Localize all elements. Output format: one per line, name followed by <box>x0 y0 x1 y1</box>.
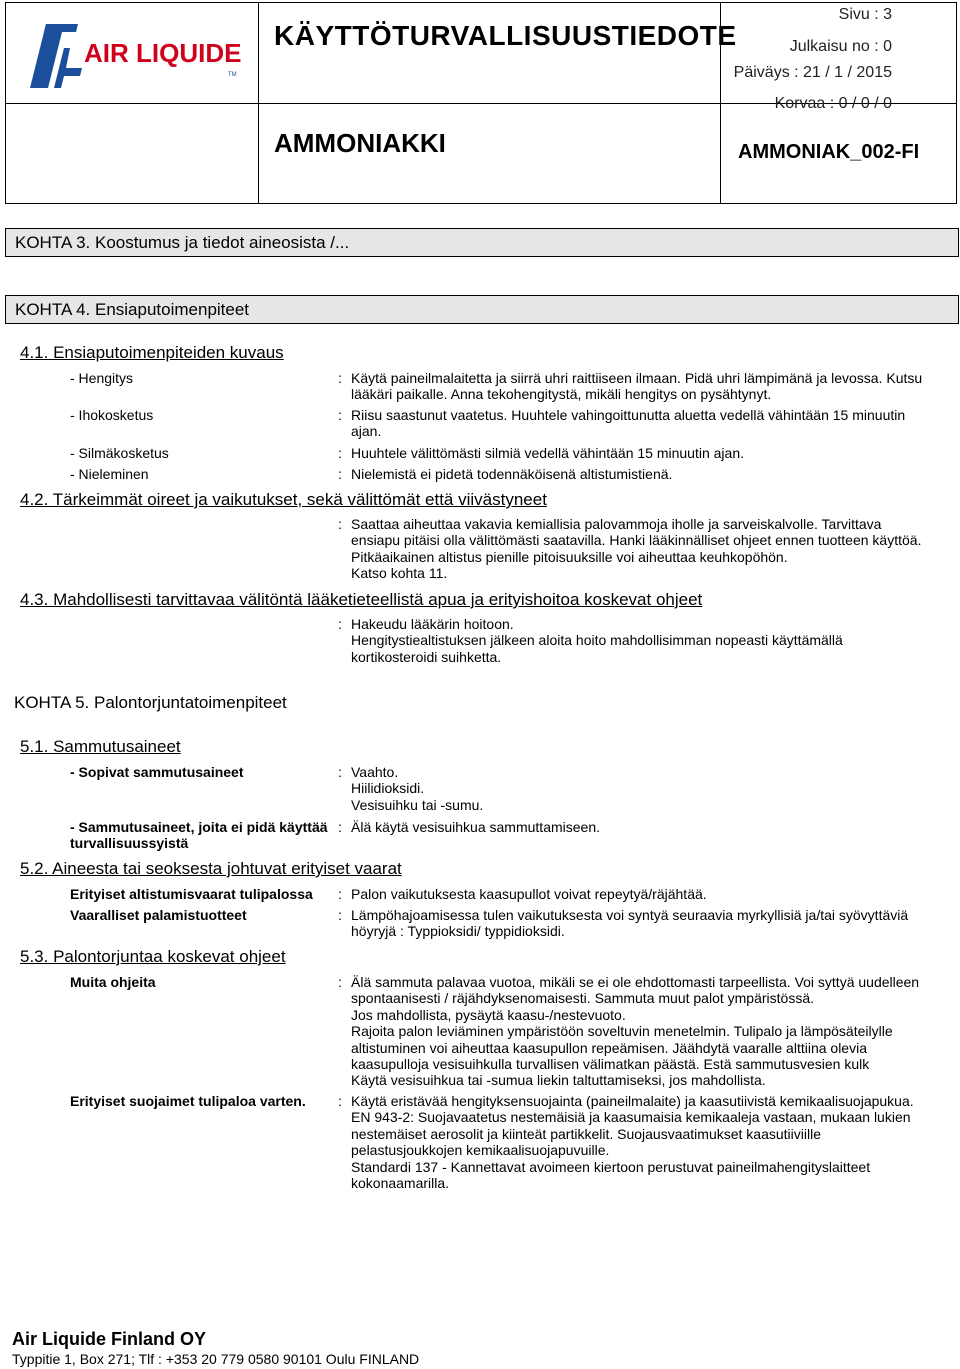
product-name: AMMONIAKKI <box>274 128 446 158</box>
section-4-title: KOHTA 4. Ensiaputoimenpiteet <box>15 300 250 319</box>
text-silmakosketus: Huuhtele välittömästi silmiä vedellä vähintään 15 minuutin ajan. <box>351 445 744 461</box>
subsection-5-1-title: 5.1. Sammutusaineet <box>20 737 181 756</box>
text-sopivat-sammutusaineet: Vaahto. Hiilidioksidi. Vesisuihku tai -sumu. <box>351 764 484 813</box>
section-5-title: KOHTA 5. Palontorjuntatoimenpiteet <box>14 693 287 712</box>
section-4-bar <box>5 295 959 324</box>
label-nieleminen: - Nieleminen <box>70 466 149 482</box>
svg-text:TM: TM <box>228 72 237 78</box>
section-3-bar <box>5 228 959 257</box>
subsection-4-3-title: 4.3. Mahdollisesti tarvittavaa välitöntä lääketieteellistä apua ja erityishoitoa koskevat ohjeet <box>20 590 703 609</box>
label-suojaimet: Erityiset suojaimet tulipaloa varten. <box>70 1093 306 1109</box>
label-kielletyt-sammutusaineet: - Sammutusaineet, joita ei pidä käyttää turvallisuussyistä <box>70 819 328 852</box>
label-sopivat-sammutusaineet: - Sopivat sammutusaineet <box>70 764 244 780</box>
document-code: AMMONIAK_002-FI <box>738 141 920 163</box>
subsection-4-2-title: 4.2. Tärkeimmät oireet ja vaikutukset, sekä välittömät että viivästyneet <box>20 490 547 509</box>
text-muita-ohjeita: Älä sammuta palavaa vuotoa, mikäli se ei ole ehdottomasti tarpeellista. Voi syttyä uudelleen spontaanisesti / räjähdyksenomaisesti. Sammuta muut palot ympäristössä. Jos mahdollista, pysäytä kaasu-/nestevuoto. Rajoita palon leviäminen ympäristöön soveltuvin menetelmin. Tulipalo ja lämpösäteilylle altistuminen voi aiheuttaa kaasupullon repeämisen. Jäähdytä vaaralle alttiina olevia kaasupulloja vesisuihkulla turvallisen välimatkan päästä. Estä sammutusvesien kulk Käytä vesisuihkua tai -sumua liekin taltuttamiseksi, jos mahdollista. <box>351 974 920 1089</box>
issue-date: Päiväys : 21 / 1 / 2015 <box>733 64 892 81</box>
text-palamistuotteet: Lämpöhajoamisessa tulen vaikutuksesta voi syntyä seuraavia myrkyllisiä ja/tai syövyttäviä höyryjä : Typpioksidi/ typpidioksidi. <box>351 907 909 940</box>
label-muita-ohjeita: Muita ohjeita <box>70 974 156 990</box>
air-liquide-logo <box>24 18 244 90</box>
label-palamistuotteet: Vaaralliset palamistuotteet <box>70 907 247 923</box>
section-3-title: KOHTA 3. Koostumus ja tiedot aineosista /... <box>15 233 350 252</box>
subsection-4-1-title: 4.1. Ensiaputoimenpiteiden kuvaus <box>20 343 284 362</box>
text-suojaimet: Käytä eristävää hengityksensuojainta (paineilmalaite) ja kaasutiivistä kemikaalisuojapukua. EN 943-2: Suojavaatetus nestemäisiä ja kaasumaisia kemikaaleja vastaan, mukaan lukien nestemäiset aerosolit ja kiinteät partikkelit. Suojausvaatimukset kaasutiiviille pelastusjoukkojen kemikaalisuojapuvuille. Standardi 137 - Kannettavat avoimeen kiertoon perustuvat paineilmahengityslaitteet kokonaamarilla. <box>351 1093 914 1192</box>
label-silmakosketus: - Silmäkosketus <box>70 445 169 461</box>
text-kielletyt-sammutusaineet: Älä käytä vesisuihkua sammuttamiseen. <box>351 819 600 835</box>
label-hengitys: - Hengitys <box>70 370 134 386</box>
footer-company: Air Liquide Finland OY <box>12 1329 207 1349</box>
subsection-5-2-title: 5.2. Aineesta tai seoksesta johtuvat erityiset vaarat <box>20 859 402 878</box>
label-ihokosketus: - Ihokosketus <box>70 407 154 423</box>
footer-address: Typpitie 1, Box 271; Tlf : +353 20 779 0580 90101 Oulu FINLAND <box>12 1351 420 1367</box>
logo-wordmark: AIR LIQUIDE <box>84 38 242 68</box>
text-4-2: Saattaa aiheuttaa vakavia kemiallisia palovammoja iholle ja sarveiskalvolle. Tarvittava ensiapu pitäisi olla välittömästi saatavilla. Hanki lääkinnälliset ohjeet ennen tuotteen käyttöä. Pitkäaikainen altistus pienille pitoisuuksille voi aiheuttaa keuhkopöhön. Katso kohta 11. <box>351 516 922 582</box>
text-altistumisvaarat: Palon vaikutuksesta kaasupullot voivat repeytyä/räjähtää. <box>351 886 707 902</box>
text-nieleminen: Nielemistä ei pidetä todennäköisenä altistumistienä. <box>351 466 673 482</box>
text-ihokosketus: Riisu saastunut vaatetus. Huuhtele vahingoittunutta aluetta vedellä vähintään 15 minuutin ajan. <box>351 407 906 440</box>
label-altistumisvaarat: Erityiset altistumisvaarat tulipalossa <box>70 886 313 902</box>
page-number: Sivu : 3 <box>838 6 892 23</box>
issue-number: Julkaisu no : 0 <box>789 38 892 55</box>
logo-icon <box>24 18 244 90</box>
text-4-3: Hakeudu lääkärin hoitoon. Hengitystiealtistuksen jälkeen aloita hoito mahdollisimman nopeasti käyttämällä kortikosteroidi suihketta. <box>351 616 843 665</box>
subsection-5-3-title: 5.3. Palontorjuntaa koskevat ohjeet <box>20 947 286 966</box>
document-title: KÄYTTÖTURVALLISUUSTIEDOTE <box>274 20 737 51</box>
replaces-date: Korvaa : 0 / 0 / 0 <box>774 95 892 112</box>
text-hengitys: Käytä paineilmalaitetta ja siirrä uhri raittiiseen ilmaan. Pidä uhri lämpimänä ja levossa. Kutsu lääkäri paikalle. Anna tekohengitystä, mikäli hengitys on pysähtynyt. <box>351 370 923 403</box>
